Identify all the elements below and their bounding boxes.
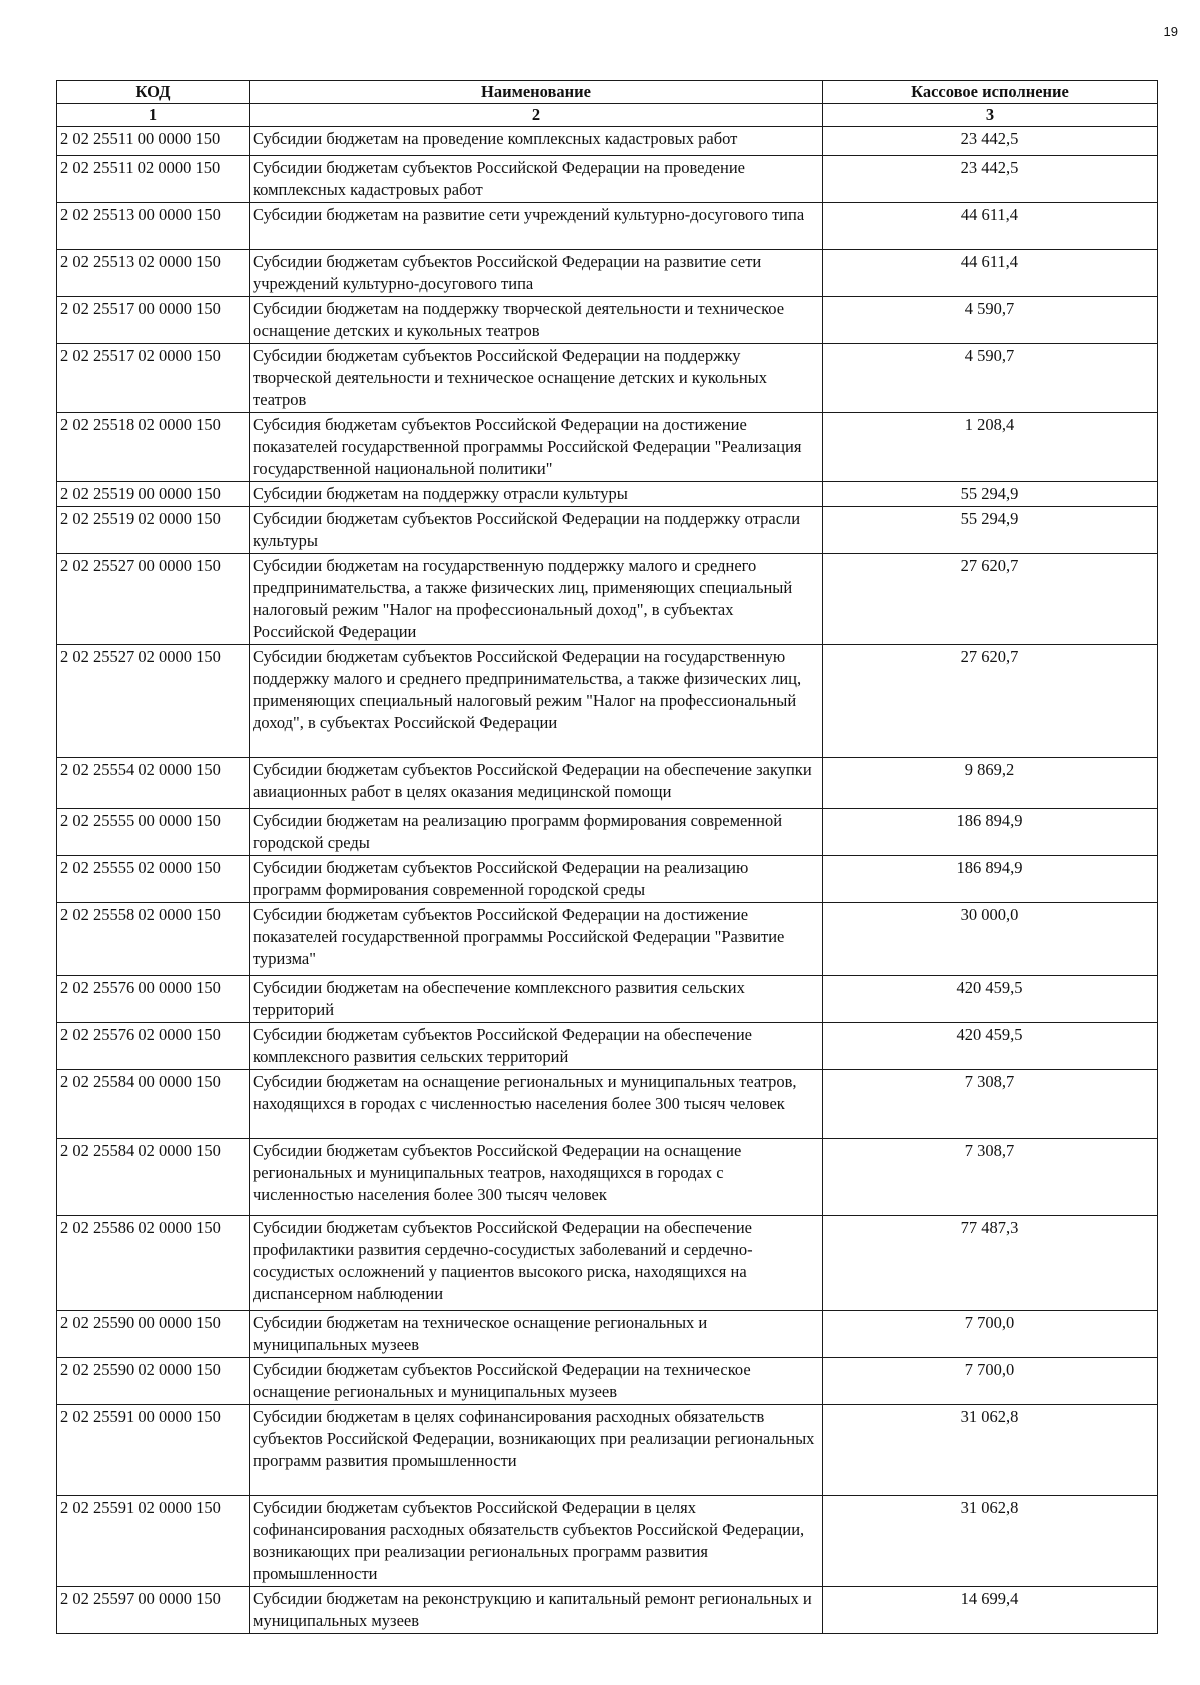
budget-code-cell: 2 02 25527 02 0000 150 bbox=[57, 645, 250, 758]
budget-code-cell: 2 02 25518 02 0000 150 bbox=[57, 413, 250, 482]
budget-code-cell: 2 02 25576 00 0000 150 bbox=[57, 976, 250, 1023]
table-row bbox=[57, 297, 1158, 344]
description-cell: Субсидии бюджетам на поддержку творческой деятельности и техническое оснащение детских и кукольных театров bbox=[250, 297, 823, 344]
amount-cell: 420 459,5 bbox=[823, 976, 1158, 1023]
table-row bbox=[57, 1587, 1158, 1634]
amount-cell: 27 620,7 bbox=[823, 554, 1158, 645]
budget-execution-table bbox=[56, 80, 1158, 1634]
description-cell: Субсидии бюджетам на оснащение региональных и муниципальных театров, находящихся в городах с численностью населения более 300 тысяч человек bbox=[250, 1070, 823, 1139]
description-cell: Субсидии бюджетам субъектов Российской Федерации на поддержку отрасли культуры bbox=[250, 507, 823, 554]
amount-cell: 420 459,5 bbox=[823, 1023, 1158, 1070]
description-cell: Субсидии бюджетам субъектов Российской Федерации в целях софинансирования расходных обязательств субъектов Российской Федерации, возникающих при реализации региональных программ развития промышленности bbox=[250, 1496, 823, 1587]
amount-cell: 44 611,4 bbox=[823, 250, 1158, 297]
description-cell: Субсидии бюджетам на техническое оснащение региональных и муниципальных музеев bbox=[250, 1311, 823, 1358]
table-row bbox=[57, 1139, 1158, 1216]
budget-code-cell: 2 02 25591 02 0000 150 bbox=[57, 1496, 250, 1587]
amount-cell: 23 442,5 bbox=[823, 156, 1158, 203]
table-row bbox=[57, 127, 1158, 156]
amount-cell: 31 062,8 bbox=[823, 1405, 1158, 1496]
amount-cell: 7 308,7 bbox=[823, 1070, 1158, 1139]
budget-code-cell: 2 02 25576 02 0000 150 bbox=[57, 1023, 250, 1070]
amount-cell: 31 062,8 bbox=[823, 1496, 1158, 1587]
table-row bbox=[57, 809, 1158, 856]
table-row bbox=[57, 554, 1158, 645]
description-cell: Субсидии бюджетам субъектов Российской Федерации на обеспечение профилактики развития сердечно-сосудистых заболеваний и сердечно-сосудистых осложнений у пациентов высокого риска, находящихся на диспансерном наблюдении bbox=[250, 1216, 823, 1311]
amount-cell: 4 590,7 bbox=[823, 297, 1158, 344]
amount-cell: 55 294,9 bbox=[823, 507, 1158, 554]
budget-code-cell: 2 02 25558 02 0000 150 bbox=[57, 903, 250, 976]
amount-cell: 7 308,7 bbox=[823, 1139, 1158, 1216]
description-cell: Субсидии бюджетам в целях софинансирования расходных обязательств субъектов Российской Федерации, возникающих при реализации региональных программ развития промышленности bbox=[250, 1405, 823, 1496]
budget-code-cell: 2 02 25513 02 0000 150 bbox=[57, 250, 250, 297]
page-number: 19 bbox=[1163, 24, 1178, 39]
description-cell: Субсидии бюджетам на реконструкцию и капитальный ремонт региональных и муниципальных музеев bbox=[250, 1587, 823, 1634]
description-cell: Субсидии бюджетам на государственную поддержку малого и среднего предпринимательства, а также физических лиц, применяющих специальный налоговый режим "Налог на профессиональный доход", в субъектах Российской Федерации bbox=[250, 554, 823, 645]
table-row bbox=[57, 413, 1158, 482]
amount-cell: 14 699,4 bbox=[823, 1587, 1158, 1634]
amount-cell: 30 000,0 bbox=[823, 903, 1158, 976]
table-row bbox=[57, 758, 1158, 809]
description-cell: Субсидии бюджетам на развитие сети учреждений культурно-досугового типа bbox=[250, 203, 823, 250]
amount-cell: 186 894,9 bbox=[823, 809, 1158, 856]
description-cell: Субсидии бюджетам на реализацию программ формирования современной городской среды bbox=[250, 809, 823, 856]
description-cell: Субсидии бюджетам на обеспечение комплексного развития сельских территорий bbox=[250, 976, 823, 1023]
description-cell: Субсидии бюджетам субъектов Российской Федерации на обеспечение закупки авиационных работ в целях оказания медицинской помощи bbox=[250, 758, 823, 809]
table-row bbox=[57, 903, 1158, 976]
table-body bbox=[57, 127, 1158, 1634]
amount-cell: 27 620,7 bbox=[823, 645, 1158, 758]
budget-code-cell: 2 02 25511 00 0000 150 bbox=[57, 127, 250, 156]
description-cell: Субсидии бюджетам субъектов Российской Федерации на достижение показателей государственной программы Российской Федерации "Развитие туризма" bbox=[250, 903, 823, 976]
table-row bbox=[57, 1023, 1158, 1070]
table-row bbox=[57, 344, 1158, 413]
budget-code-cell: 2 02 25513 00 0000 150 bbox=[57, 203, 250, 250]
table-row bbox=[57, 507, 1158, 554]
description-cell: Субсидии бюджетам на проведение комплексных кадастровых работ bbox=[250, 127, 823, 156]
column-number-2: 2 bbox=[250, 104, 823, 127]
table-row bbox=[57, 250, 1158, 297]
column-number-3: 3 bbox=[823, 104, 1158, 127]
table-row bbox=[57, 203, 1158, 250]
table-row bbox=[57, 1496, 1158, 1587]
table-row bbox=[57, 1070, 1158, 1139]
header-code: КОД bbox=[57, 81, 250, 104]
description-cell: Субсидии бюджетам субъектов Российской Федерации на техническое оснащение региональных и муниципальных музеев bbox=[250, 1358, 823, 1405]
budget-code-cell: 2 02 25517 02 0000 150 bbox=[57, 344, 250, 413]
amount-cell: 55 294,9 bbox=[823, 482, 1158, 507]
amount-cell: 7 700,0 bbox=[823, 1311, 1158, 1358]
description-cell: Субсидии бюджетам субъектов Российской Федерации на реализацию программ формирования современной городской среды bbox=[250, 856, 823, 903]
table-row bbox=[57, 645, 1158, 758]
description-cell: Субсидии бюджетам субъектов Российской Федерации на государственную поддержку малого и среднего предпринимательства, а также физических лиц, применяющих специальный налоговый режим "Налог на профессиональный доход", в субъектах Российской Федерации bbox=[250, 645, 823, 758]
budget-code-cell: 2 02 25554 02 0000 150 bbox=[57, 758, 250, 809]
description-cell: Субсидии бюджетам субъектов Российской Федерации на обеспечение комплексного развития сельских территорий bbox=[250, 1023, 823, 1070]
budget-code-cell: 2 02 25584 02 0000 150 bbox=[57, 1139, 250, 1216]
amount-cell: 9 869,2 bbox=[823, 758, 1158, 809]
table-row bbox=[57, 1358, 1158, 1405]
header-amount: Кассовое исполнение bbox=[823, 81, 1158, 104]
budget-code-cell: 2 02 25519 02 0000 150 bbox=[57, 507, 250, 554]
budget-code-cell: 2 02 25555 02 0000 150 bbox=[57, 856, 250, 903]
amount-cell: 186 894,9 bbox=[823, 856, 1158, 903]
header-row bbox=[57, 81, 1158, 104]
budget-code-cell: 2 02 25517 00 0000 150 bbox=[57, 297, 250, 344]
budget-code-cell: 2 02 25590 00 0000 150 bbox=[57, 1311, 250, 1358]
description-cell: Субсидии бюджетам на поддержку отрасли культуры bbox=[250, 482, 823, 507]
table-row bbox=[57, 856, 1158, 903]
budget-code-cell: 2 02 25527 00 0000 150 bbox=[57, 554, 250, 645]
table-row bbox=[57, 1216, 1158, 1311]
budget-code-cell: 2 02 25555 00 0000 150 bbox=[57, 809, 250, 856]
amount-cell: 23 442,5 bbox=[823, 127, 1158, 156]
amount-cell: 1 208,4 bbox=[823, 413, 1158, 482]
budget-code-cell: 2 02 25519 00 0000 150 bbox=[57, 482, 250, 507]
column-number-row bbox=[57, 104, 1158, 127]
amount-cell: 7 700,0 bbox=[823, 1358, 1158, 1405]
budget-code-cell: 2 02 25590 02 0000 150 bbox=[57, 1358, 250, 1405]
amount-cell: 44 611,4 bbox=[823, 203, 1158, 250]
budget-code-cell: 2 02 25597 00 0000 150 bbox=[57, 1587, 250, 1634]
table-row bbox=[57, 1405, 1158, 1496]
description-cell: Субсидии бюджетам субъектов Российской Федерации на оснащение региональных и муниципальных театров, находящихся в городах с численностью населения более 300 тысяч человек bbox=[250, 1139, 823, 1216]
amount-cell: 4 590,7 bbox=[823, 344, 1158, 413]
table-row bbox=[57, 482, 1158, 507]
description-cell: Субсидии бюджетам субъектов Российской Федерации на развитие сети учреждений культурно-досугового типа bbox=[250, 250, 823, 297]
table-row bbox=[57, 976, 1158, 1023]
budget-code-cell: 2 02 25586 02 0000 150 bbox=[57, 1216, 250, 1311]
description-cell: Субсидия бюджетам субъектов Российской Федерации на достижение показателей государственной программы Российской Федерации "Реализация государственной национальной политики" bbox=[250, 413, 823, 482]
table-row bbox=[57, 1311, 1158, 1358]
description-cell: Субсидии бюджетам субъектов Российской Федерации на поддержку творческой деятельности и техническое оснащение детских и кукольных театров bbox=[250, 344, 823, 413]
header-name: Наименование bbox=[250, 81, 823, 104]
budget-code-cell: 2 02 25584 00 0000 150 bbox=[57, 1070, 250, 1139]
budget-code-cell: 2 02 25511 02 0000 150 bbox=[57, 156, 250, 203]
description-cell: Субсидии бюджетам субъектов Российской Федерации на проведение комплексных кадастровых работ bbox=[250, 156, 823, 203]
column-number-1: 1 bbox=[57, 104, 250, 127]
table-row bbox=[57, 156, 1158, 203]
amount-cell: 77 487,3 bbox=[823, 1216, 1158, 1311]
budget-code-cell: 2 02 25591 00 0000 150 bbox=[57, 1405, 250, 1496]
